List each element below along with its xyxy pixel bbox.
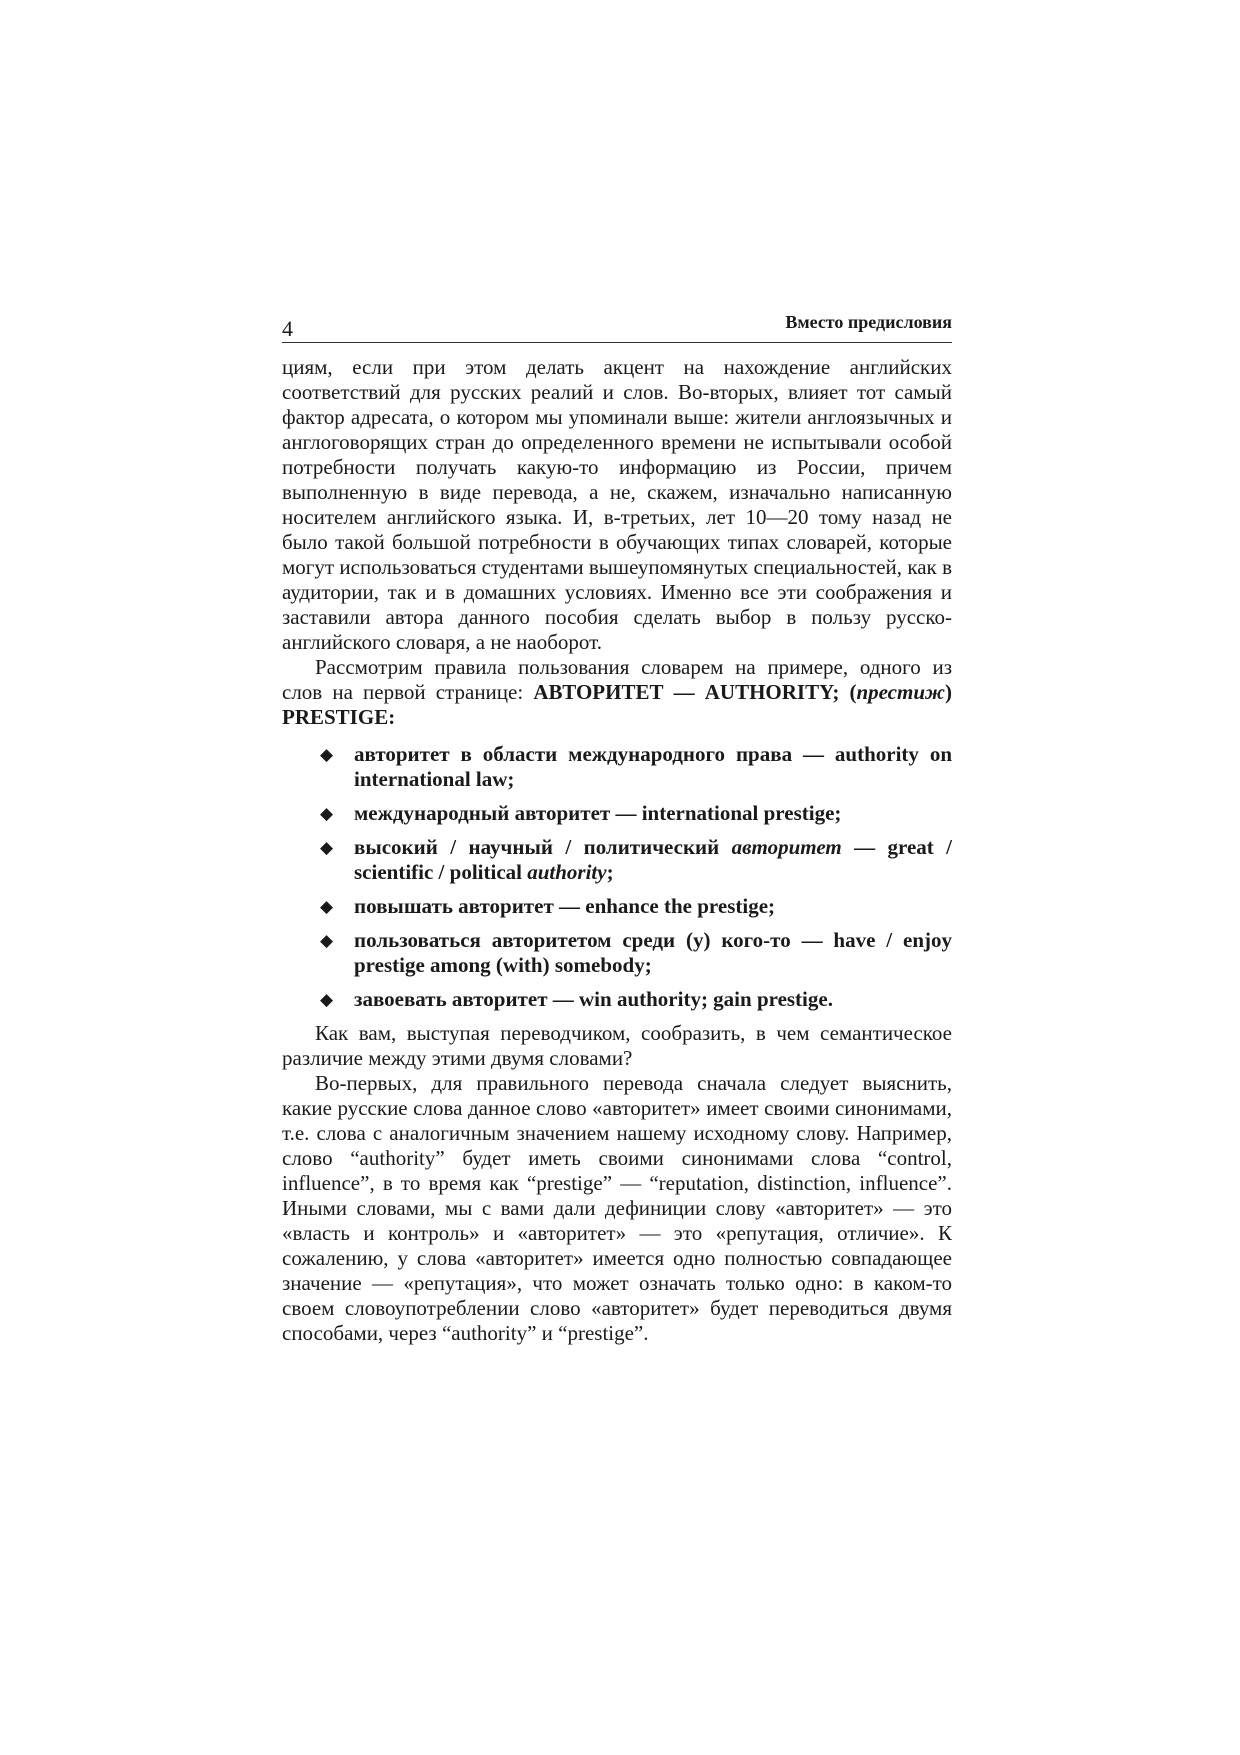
paragraph-2 xyxy=(282,655,952,730)
example-text: завоевать авторитет — win authority; gain prestige. xyxy=(354,987,833,1011)
paragraph-1: циям, если при этом делать акцент на нахождение английских соответствий для русских реалий и слов. Во-вторых, влияет тот самый фактор адресата, о котором мы упоминали выше: жители англоязычных и англоговорящих стран до определенного времени не испытывали особой потребности получать какую-то информацию из России, причем выполненную в виде перевода, а не, скажем, изначально написанную носителем английского языка. И, в-третьих, лет 10—20 тому назад не было такой большой потребности в обучающих типах словарей, которые могут использоваться студентами вышеупомянутых специальностей, как в аудитории, так и в домашних условиях. Именно все эти соображения и заставили автора данного пособия сделать выбор в пользу русско-английского словаря, а не наоборот. xyxy=(282,355,952,654)
diamond-bullet-icon: ◆ xyxy=(320,897,334,916)
example-text: авторитет в области международного права — authority on international law; xyxy=(354,742,952,791)
example-text: международный авторитет — international prestige; xyxy=(354,801,842,825)
section-title: Вместо предисловия xyxy=(785,312,952,332)
list-item xyxy=(320,928,952,978)
list-item xyxy=(320,801,952,826)
headword-italic: престиж xyxy=(856,680,946,704)
body-text xyxy=(282,355,952,1346)
headword-term-end: ) PRESTIGE: xyxy=(282,680,953,729)
headword-term: АВТОРИТЕТ — AUTHORITY; ( xyxy=(533,680,857,704)
list-item xyxy=(320,894,952,919)
diamond-bullet-icon: ◆ xyxy=(320,804,334,823)
diamond-bullet-icon: ◆ xyxy=(320,745,334,764)
example-text: высокий / научный / политический авторитет — great / scientific / political authority; xyxy=(354,835,953,884)
diamond-bullet-icon: ◆ xyxy=(320,931,334,950)
list-item xyxy=(320,742,952,792)
book-page xyxy=(282,306,952,1346)
example-text: повышать авторитет — enhance the prestige; xyxy=(354,894,776,918)
list-item xyxy=(320,835,952,885)
running-head xyxy=(282,306,952,343)
list-item xyxy=(320,987,952,1012)
paragraph-2-lead: Рассмотрим правила пользования словарем на примере, одного из слов на первой странице: xyxy=(282,655,952,704)
diamond-bullet-icon: ◆ xyxy=(320,838,334,857)
page-number: 4 xyxy=(282,316,293,341)
example-text: пользоваться авторитетом среди (у) кого-то — have / enjoy prestige among (with) somebody; xyxy=(354,928,952,977)
diamond-bullet-icon: ◆ xyxy=(320,990,334,1009)
paragraph-4: Во-первых, для правильного перевода сначала следует выяснить, какие русские слова данное слово «авторитет» имеет своими синонимами, т.е. слова с аналогичным значением нашему исходному слову. Например, слово “authority” будет иметь своими синонимами слова “control, influence”, в то время как “prestige” — “reputation, distinction, influence”. Иными словами, мы с вами дали дефиниции слову «авторитет» — это «власть и контроль» и «авторитет» — это «репутация, отличие». К сожалению, у слова «авторитет» имеется одно полностью совпадающее значение — «репутация», что может означать только одно: в каком-то своем словоупотреблении слово «авторитет» будет переводиться двумя способами, через “authority” и “prestige”. xyxy=(282,1071,952,1345)
example-list xyxy=(282,742,952,1012)
paragraph-3: Как вам, выступая переводчиком, сообразить, в чем семантическое различие между этими двумя словами? xyxy=(282,1021,952,1070)
